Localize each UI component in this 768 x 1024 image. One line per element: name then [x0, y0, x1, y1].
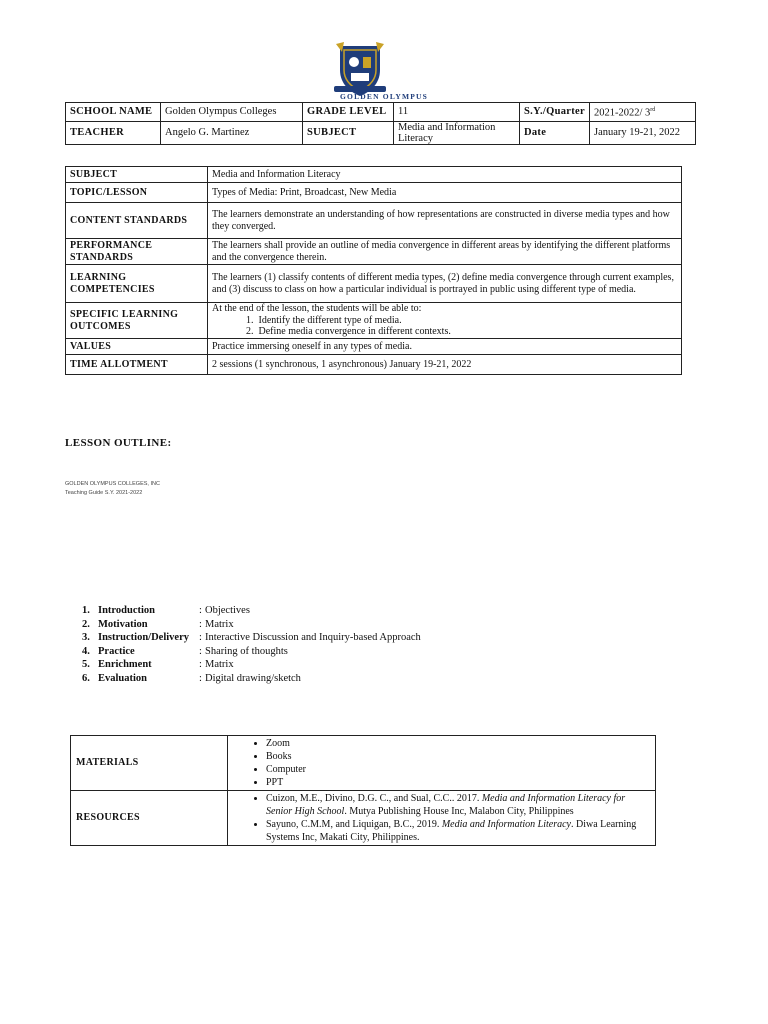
material-item: • Books — [266, 750, 651, 763]
resource-item: • Cuizon, M.E., Divino, D.G. C., and Sual, C.C.. 2017. Media and Information Literacy for Senior High School. Mutya Publishing House Inc, Malabon City, Philippines — [266, 792, 651, 818]
info-key: PERFORMANCE STANDARDS — [66, 239, 208, 265]
teacher-value: Angelo G. Martinez — [161, 122, 303, 145]
info-value: Media and Information Literacy — [208, 167, 682, 183]
materials-label: MATERIALS — [71, 736, 228, 791]
grade-level-label: GRADE LEVEL — [303, 103, 394, 122]
info-value: Types of Media: Print, Broadcast, New Media — [208, 183, 682, 203]
material-item: • PPT — [266, 776, 651, 789]
teacher-label: TEACHER — [66, 122, 161, 145]
outline-step: 2. Motivation : Matrix — [82, 618, 234, 630]
resources-label: RESOURCES — [71, 791, 228, 846]
logo-wordmark: GOLDEN OLYMPUS — [340, 92, 428, 101]
subject-label: SUBJECT — [303, 122, 394, 145]
info-key: VALUES — [66, 339, 208, 355]
resource-item: • Sayuno, C.M.M, and Liquigan, B.C., 2019. Media and Information Literacy. Diwa Learning Systems Inc, Makati City, Philippines. — [266, 818, 651, 844]
header-table — [65, 102, 696, 145]
material-item: • Zoom — [266, 737, 651, 750]
info-key: LEARNING COMPETENCIES — [66, 265, 208, 303]
info-key: TIME ALLOTMENT — [66, 355, 208, 375]
outline-school-line: GOLDEN OLYMPUS COLLEGES, INC — [65, 481, 160, 487]
info-key: TOPIC/LESSON — [66, 183, 208, 203]
outline-step: 5. Enrichment : Matrix — [82, 659, 234, 671]
info-key: CONTENT STANDARDS — [66, 203, 208, 239]
sy-quarter-label: S.Y./Quarter — [520, 103, 590, 122]
outline-step: 4. Practice : Sharing of thoughts — [82, 645, 288, 657]
info-value: Practice immersing oneself in any types of media. — [208, 339, 682, 355]
date-value: January 19-21, 2022 — [590, 122, 696, 145]
material-item: • Computer — [266, 763, 651, 776]
outline-step: 6. Evaluation : Digital drawing/sketch — [82, 672, 301, 684]
school-name-value: Golden Olympus Colleges — [161, 103, 303, 122]
outcome-item: 2. Define media convergence in different contexts. — [246, 326, 451, 338]
date-label: Date — [520, 122, 590, 145]
info-value: 2 sessions (1 synchronous, 1 asynchronous) January 19-21, 2022 — [208, 355, 682, 375]
subject-value: Media and Information Literacy — [394, 122, 520, 145]
resources-list — [228, 791, 656, 846]
outcomes-intro: At the end of the lesson, the students will be able to: — [212, 303, 422, 315]
grade-level-value: 11 — [394, 103, 520, 122]
school-name-label: SCHOOL NAME — [66, 103, 161, 122]
sy-quarter-value: 2021-2022/ 3rd — [590, 103, 696, 122]
materials-table — [70, 735, 656, 846]
info-value: The learners demonstrate an understanding of how representations are constructed in diverse media types and how they converged. — [208, 203, 682, 239]
info-value: The learners (1) classify contents of different media types, (2) define media convergence through current examples, and (3) discuss to class on how a particular individual is portrayed in public using different type of media. — [208, 265, 682, 303]
info-value: The learners shall provide an outline of media convergence in different areas by identifying the different platforms and the convergence therein. — [208, 239, 682, 265]
outline-steps — [82, 604, 502, 686]
outcome-item: 1. Identify the different type of media. — [246, 314, 402, 326]
materials-list — [228, 736, 656, 791]
lesson-outline-title: LESSON OUTLINE: — [65, 437, 172, 449]
info-value — [208, 303, 682, 339]
info-key: SPECIFIC LEARNING OUTCOMES — [66, 303, 208, 339]
outline-step: 1. Introduction : Objectives — [82, 605, 250, 616]
outline-step: 3. Instruction/Delivery : Interactive Discussion and Inquiry-based Approach — [82, 632, 421, 644]
outline-sy-line: Teaching Guide S.Y. 2021-2022 — [65, 490, 143, 496]
info-key: SUBJECT — [66, 167, 208, 183]
lesson-info-table — [65, 166, 682, 375]
